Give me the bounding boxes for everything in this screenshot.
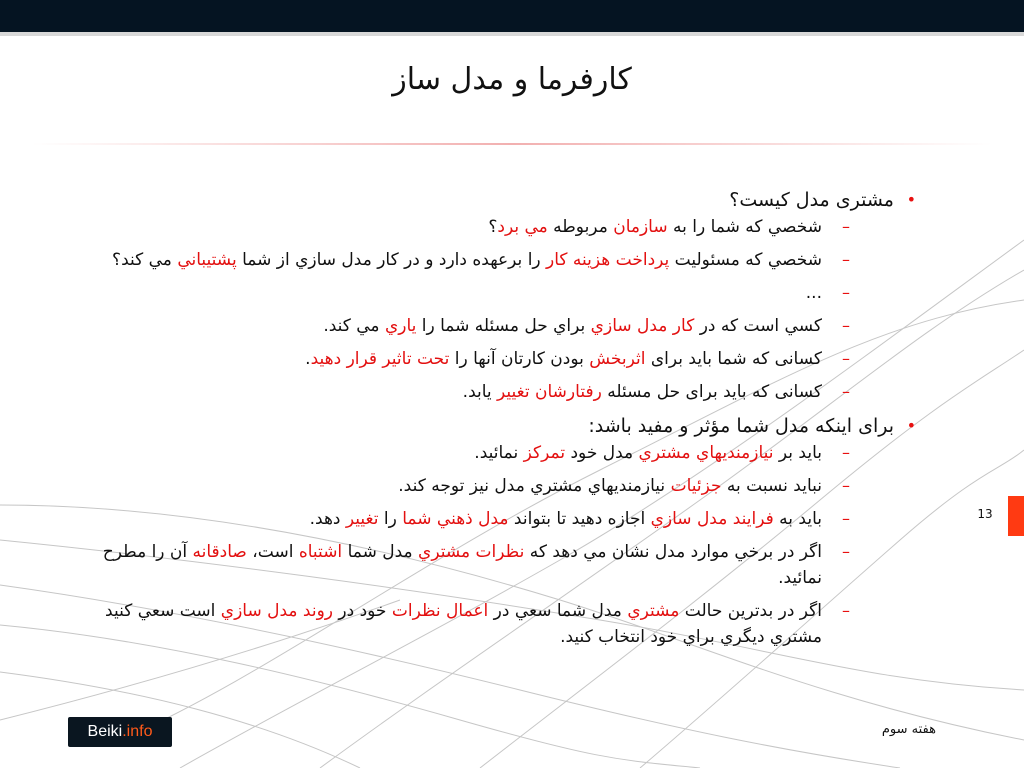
item-text: بايد بر bbox=[773, 443, 822, 463]
red-dash-icon: – bbox=[842, 601, 850, 620]
highlight-text: اعمال نظرات bbox=[391, 601, 489, 621]
item-text: ... bbox=[805, 283, 822, 303]
item-text: است سعي كنيد مشتري ديگري براي خود انتخاب كنيد. bbox=[105, 601, 822, 647]
highlight-text: پرداخت هزينه كار bbox=[546, 250, 670, 270]
slide-title: کارفرما و مدل ساز bbox=[392, 62, 632, 97]
red-dash-icon: – bbox=[842, 382, 850, 401]
logo-text-accent: .info bbox=[122, 723, 153, 740]
item-text: مي كند. bbox=[323, 316, 385, 336]
item-text: نبايد نسبت به bbox=[721, 476, 822, 496]
highlight-text: نيازمنديهاي مشتري bbox=[638, 443, 774, 463]
highlight-text: سازمان bbox=[613, 217, 668, 237]
highlight-text: پشتيباني bbox=[177, 250, 237, 270]
item-text: مدل خود bbox=[565, 443, 639, 463]
highlight-text: تحت تاثیر قرار دهید bbox=[310, 349, 450, 369]
list-item bbox=[78, 539, 850, 591]
red-dash-icon: – bbox=[842, 349, 850, 368]
highlight-text: اثربخش bbox=[589, 349, 646, 369]
highlight-text: كار مدل سازي bbox=[590, 316, 695, 336]
item-text: شخصي كه مسئوليت bbox=[669, 250, 822, 270]
highlight-text: تغيير bbox=[345, 509, 379, 529]
item-text: . bbox=[305, 349, 311, 369]
item-text: شخصي كه شما را به bbox=[667, 217, 822, 237]
bullet-list bbox=[78, 186, 920, 650]
item-text: ؟ bbox=[488, 217, 498, 237]
list-item bbox=[78, 313, 850, 339]
highlight-text: مشتري bbox=[627, 601, 680, 621]
item-text: كسي است كه در bbox=[694, 316, 822, 336]
slide-content bbox=[78, 186, 920, 657]
bullet-heading: برای اینکه مدل شما مؤثر و مفید باشد: bbox=[588, 415, 894, 437]
highlight-text: مي برد bbox=[497, 217, 548, 237]
sub-list bbox=[78, 214, 894, 405]
red-dash-icon: – bbox=[842, 316, 850, 335]
highlight-text: روند مدل سازي bbox=[220, 601, 333, 621]
highlight-text: رفتارشان تغییر bbox=[497, 382, 602, 402]
item-text: دهد. bbox=[309, 509, 346, 529]
item-text: نمائيد. bbox=[474, 443, 524, 463]
item-text: بايد به bbox=[773, 509, 822, 529]
red-dot-icon: • bbox=[906, 416, 916, 435]
list-item bbox=[78, 346, 850, 372]
item-text: اجازه دهيد تا بتواند bbox=[508, 509, 651, 529]
red-dash-icon: – bbox=[842, 443, 850, 462]
bullet-heading: مشتری مدل کیست؟ bbox=[729, 189, 894, 211]
beiki-logo bbox=[68, 717, 172, 747]
highlight-text: اشتباه bbox=[298, 542, 343, 562]
red-dash-icon: – bbox=[842, 542, 850, 561]
sub-list bbox=[78, 440, 894, 650]
item-text: نيازمنديهاي مشتري مدل نيز توجه كند. bbox=[398, 476, 671, 496]
item-text: اگر در برخي موارد مدل نشان مي دهد كه bbox=[524, 542, 822, 562]
red-dash-icon: – bbox=[842, 509, 850, 528]
red-dash-icon: – bbox=[842, 250, 850, 269]
highlight-text: جزئيات bbox=[670, 476, 722, 496]
list-item bbox=[78, 473, 850, 499]
item-text: مدل شما سعي در bbox=[488, 601, 628, 621]
bullet-section bbox=[78, 412, 920, 650]
title-divider bbox=[32, 143, 992, 145]
item-text: بودن کارتان آنها را bbox=[449, 349, 590, 369]
item-text: است، bbox=[246, 542, 299, 562]
item-text: یابد. bbox=[462, 382, 498, 402]
red-dot-icon: • bbox=[906, 190, 916, 209]
highlight-text: فرايند مدل سازي bbox=[650, 509, 774, 529]
bullet-section bbox=[78, 186, 920, 405]
highlight-text: تمركز bbox=[523, 443, 566, 463]
item-text: خود در bbox=[332, 601, 392, 621]
item-text: کسانی که باید برای حل مسئله bbox=[601, 382, 822, 402]
list-item bbox=[78, 506, 850, 532]
list-item bbox=[78, 440, 850, 466]
list-item bbox=[78, 247, 850, 273]
page-tab-marker bbox=[1008, 496, 1024, 536]
red-dash-icon: – bbox=[842, 217, 850, 236]
list-item bbox=[78, 214, 850, 240]
item-text: را برعهده دارد و در كار مدل سازي از شما bbox=[236, 250, 547, 270]
item-text: مي كند؟ bbox=[112, 250, 178, 270]
footer-week-label: هفته سوم bbox=[881, 722, 936, 737]
logo-text-primary: Beiki bbox=[87, 723, 123, 740]
item-text: براي حل مسئله شما را bbox=[416, 316, 591, 336]
highlight-text: مدل ذهني شما bbox=[402, 509, 509, 529]
red-dash-icon: – bbox=[842, 283, 850, 302]
item-text: آن را مطرح نمائيد. bbox=[102, 542, 822, 588]
page-number: 13 bbox=[977, 507, 993, 521]
list-item bbox=[78, 598, 850, 650]
list-item bbox=[78, 280, 850, 306]
highlight-text: صادقانه bbox=[192, 542, 247, 562]
highlight-text: نظرات مشتري bbox=[418, 542, 525, 562]
item-text: مدل شما bbox=[342, 542, 419, 562]
highlight-text: ياري bbox=[384, 316, 417, 336]
list-item bbox=[78, 379, 850, 405]
item-text: را bbox=[378, 509, 403, 529]
red-dash-icon: – bbox=[842, 476, 850, 495]
item-text: مربوطه bbox=[547, 217, 614, 237]
item-text: کسانی که شما باید برای bbox=[645, 349, 822, 369]
item-text: اگر در بدترين حالت bbox=[679, 601, 822, 621]
